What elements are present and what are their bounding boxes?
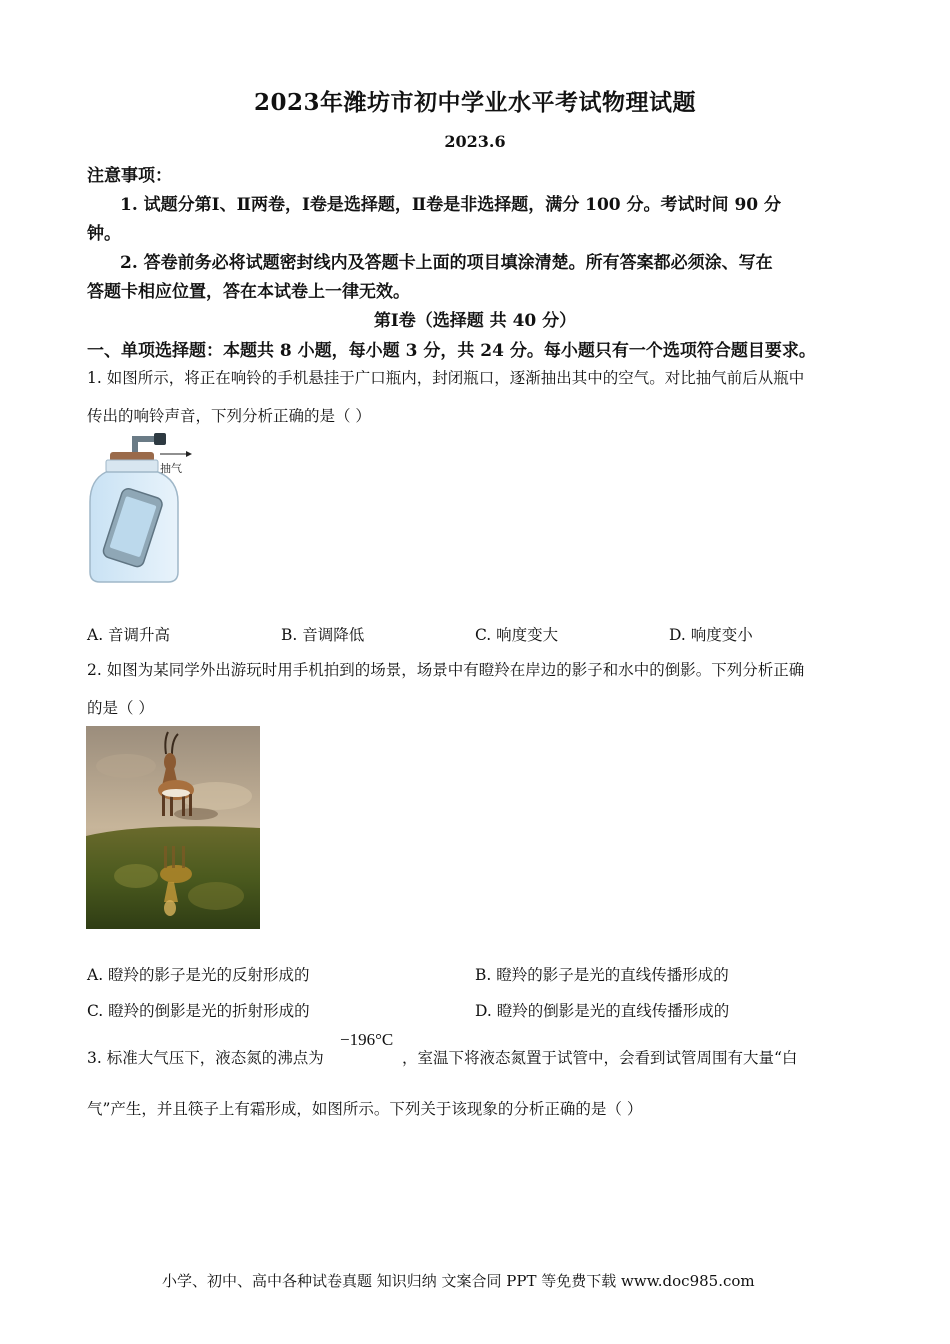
question-1-option-c: C. 响度变大 (475, 626, 559, 644)
question-1-option-a: A. 音调升高 (87, 626, 171, 644)
volume-title: 第Ⅰ卷（选择题 共 40 分） (373, 311, 577, 331)
question-2-option-b: B. 瞪羚的影子是光的直线传播形成的 (475, 966, 729, 984)
notice-heading: 注意事项： (87, 166, 172, 186)
section-title: 一、单项选择题：本题共 8 小题，每小题 3 分，共 24 分。每小题只有一个选项符合题目要求。 (87, 341, 816, 361)
notice-item-1-line-1: 1. 试题分第Ⅰ、Ⅱ两卷，Ⅰ卷是选择题，Ⅱ卷是非选择题，满分 100 分。考试时间 90 分 (120, 195, 782, 215)
question-2-option-a: A. 瞪羚的影子是光的反射形成的 (87, 966, 310, 984)
question-2-option-d: D. 瞪羚的倒影是光的直线传播形成的 (475, 1002, 730, 1020)
question-3-line-1-prefix: 3. 标准大气压下，液态氮的沸点为 (87, 1049, 324, 1067)
notice-item-1-line-2: 钟。 (87, 224, 121, 244)
question-2-line-1: 2. 如图为某同学外出游玩时用手机拍到的场景，场景中有瞪羚在岸边的影子和水中的倒影。下列分析正确 (87, 661, 805, 679)
notice-item-2-line-2: 答题卡相应位置，答在本试卷上一律无效。 (87, 282, 410, 302)
question-1-option-b: B. 音调降低 (281, 626, 365, 644)
gazelle-photo (86, 726, 260, 929)
exam-title: 2023年潍坊市初中学业水平考试物理试题 (253, 89, 696, 116)
footer: 小学、初中、高中各种试卷真题 知识归纳 文案合同 PPT 等免费下载 www.doc985.com (162, 1272, 755, 1290)
question-3-temperature: −196°C (340, 1030, 394, 1049)
exam-date: 2023.6 (444, 132, 506, 151)
question-1-line-1: 1. 如图所示，将正在响铃的手机悬挂于广口瓶内，封闭瓶口，逐渐抽出其中的空气。对比抽气前后从瓶中 (87, 369, 805, 387)
question-2-option-c: C. 瞪羚的倒影是光的折射形成的 (87, 1002, 310, 1020)
figure-label-pump: 抽气 (160, 462, 182, 475)
question-2-line-2: 的是（ ） (87, 699, 154, 717)
question-1-line-2: 传出的响铃声音，下列分析正确的是（ ） (87, 407, 371, 425)
question-3-line-1-suffix: ，室温下将液态氮置于试管中，会看到试管周围有大量“白 (402, 1049, 798, 1067)
question-3-line-2: 气”产生，并且筷子上有霜形成，如图所示。下列关于该现象的分析正确的是（ ） (87, 1100, 643, 1118)
notice-item-2-line-1: 2. 答卷前务必将试题密封线内及答题卡上面的项目填涂清楚。所有答案都必须涂、写在 (120, 253, 773, 273)
question-1-option-d: D. 响度变小 (669, 626, 753, 644)
bell-jar-phone-figure (86, 432, 196, 587)
